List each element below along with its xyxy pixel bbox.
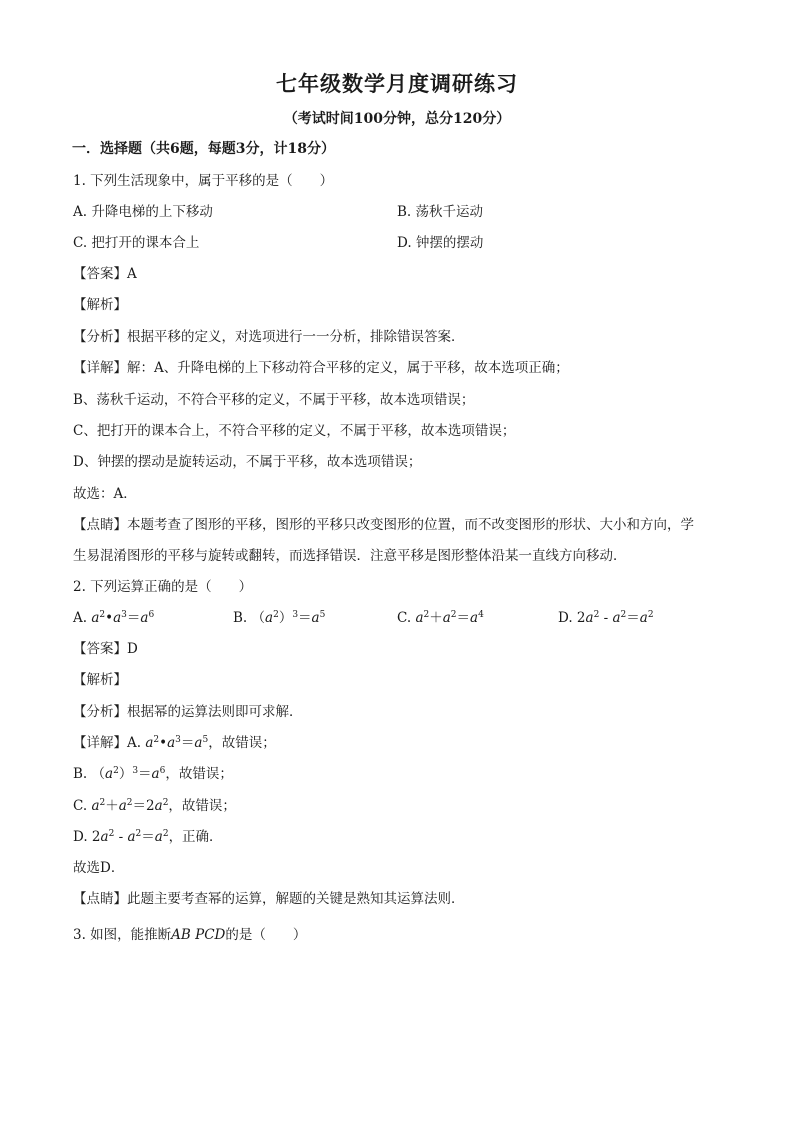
q1-option-c: C. 把打开的课本合上 (73, 235, 200, 251)
q1-fenxi: 【分析】根据平移的定义，对选项进行一一分析，排除错误答案． (73, 329, 465, 345)
q3-stem-math: AB PCD (171, 927, 226, 943)
q2-option-b: B. $(a^2)^3=a^5$ (233, 610, 326, 626)
question-1-stem: 1. 下列生活现象中，属于平移的是（ ） (73, 173, 334, 189)
q1-line-d: D、钟摆的摆动是旋转运动，不属于平移，故本选项错误； (73, 454, 422, 470)
q1-choice: 故选：A． (73, 486, 137, 502)
q1-dianjing-1: 【点睛】本题考查了图形的平移，图形的平移只改变图形的位置，而不改变图形的形状、大小和方向，学 (73, 517, 694, 533)
q1-option-a: A. 升降电梯的上下移动 (73, 204, 213, 220)
q1-line-b: B、荡秋千运动，不符合平移的定义，不属于平移，故本选项错误； (73, 392, 475, 408)
q3-stem-prefix: 3. 如图，能推断 (73, 927, 172, 943)
q1-analysis-label: 【解析】 (73, 297, 127, 313)
q1-line-c: C、把打开的课本合上，不符合平移的定义，不属于平移，故本选项错误； (73, 423, 516, 439)
q2-fenxi: 【分析】根据幂的运算法则即可求解． (73, 704, 303, 720)
q1-xiangjie: 【详解】解：A、升降电梯的上下移动符合平移的定义，属于平移，故本选项正确； (73, 360, 569, 376)
q2-xiangjie-a: 【详解】A. $a^2•a^3=a^5$，故错误； (73, 735, 276, 751)
q3-stem-suffix: 的是（ ） (225, 927, 307, 943)
q2-analysis-label: 【解析】 (73, 672, 127, 688)
q2-xiangjie-b: B. $(a^2)^3=a^6$，故错误； (73, 766, 233, 782)
document-title: 七年级数学月度调研练习 (276, 71, 518, 96)
q2-xiangjie-d: D. $2a^2 - a^2=a^2$，正确． (73, 829, 223, 845)
question-2-stem: 2. 下列运算正确的是（ ） (73, 579, 253, 595)
q1-option-d: D. 钟摆的摆动 (397, 235, 484, 251)
document-subtitle: （考试时间100分钟，总分120分） (283, 111, 511, 127)
q1-dianjing-2: 生易混淆图形的平移与旋转或翻转，而选择错误．注意平移是图形整体沿某一直线方向移动． (73, 548, 627, 564)
question-3-stem (73, 926, 306, 944)
q2-dianjing: 【点睛】此题主要考查幂的运算，解题的关键是熟知其运算法则． (73, 891, 465, 907)
q1-answer: 【答案】A (73, 266, 137, 282)
q2-option-a: A. $a^2•a^3=a^6$ (73, 610, 155, 626)
q2-xiangjie-c: C. $a^2+a^2=2a^2$，故错误； (73, 798, 236, 814)
q1-option-b: B. 荡秋千运动 (397, 204, 484, 220)
q2-answer: 【答案】D (73, 641, 138, 657)
section-heading: 一．选择题（共6题，每题3分，计18分） (72, 141, 335, 157)
q2-choice: 故选D． (73, 860, 125, 876)
q2-option-c: C. $a^2+a^2=a^4$ (397, 610, 484, 626)
q2-option-d: D. $2a^2 - a^2=a^2$ (558, 610, 654, 626)
